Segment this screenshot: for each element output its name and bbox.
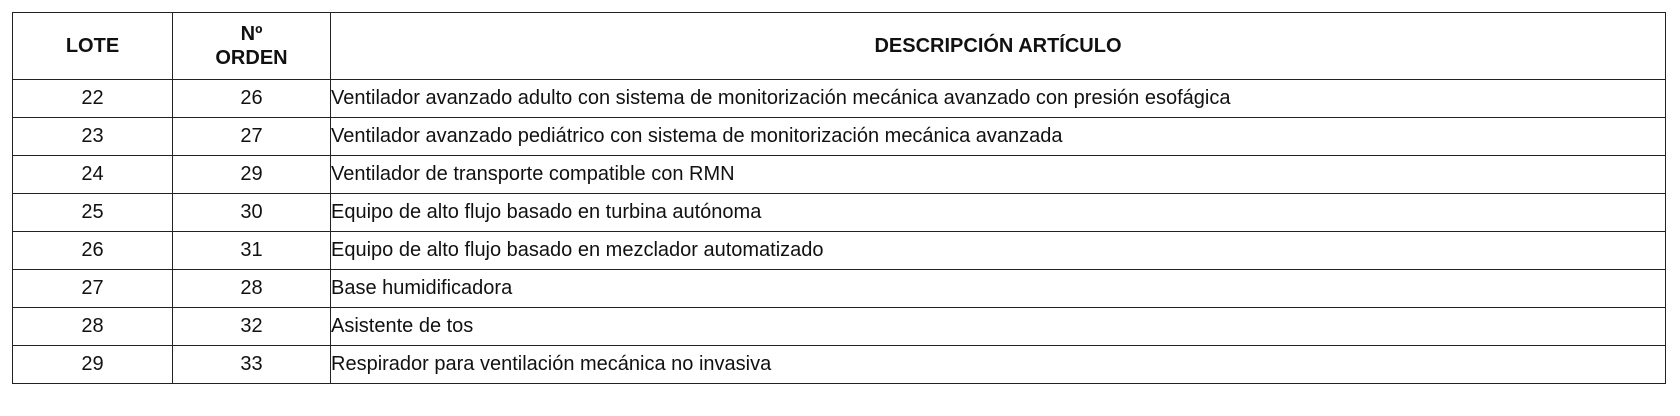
cell-lote: 25 bbox=[13, 194, 173, 232]
table-row bbox=[13, 194, 1666, 232]
cell-orden: 28 bbox=[173, 270, 331, 308]
cell-orden: 26 bbox=[173, 80, 331, 118]
cell-descripcion: Ventilador avanzado adulto con sistema de monitorización mecánica avanzado con presión esofágica bbox=[331, 80, 1666, 118]
header-lote: LOTE bbox=[13, 13, 173, 80]
table-row bbox=[13, 80, 1666, 118]
table-row bbox=[13, 346, 1666, 384]
cell-descripcion: Ventilador de transporte compatible con RMN bbox=[331, 156, 1666, 194]
cell-lote: 26 bbox=[13, 232, 173, 270]
table-header-row bbox=[13, 13, 1666, 80]
cell-lote: 27 bbox=[13, 270, 173, 308]
header-orden-line1: Nº bbox=[240, 23, 263, 45]
table-row bbox=[13, 232, 1666, 270]
cell-orden: 33 bbox=[173, 346, 331, 384]
cell-lote: 22 bbox=[13, 80, 173, 118]
table-row bbox=[13, 156, 1666, 194]
lots-table bbox=[12, 12, 1666, 384]
header-orden bbox=[173, 13, 331, 80]
header-descripcion: DESCRIPCIÓN ARTÍCULO bbox=[331, 13, 1666, 80]
table-row bbox=[13, 118, 1666, 156]
header-orden-line2: ORDEN bbox=[215, 47, 288, 69]
cell-lote: 24 bbox=[13, 156, 173, 194]
cell-orden: 32 bbox=[173, 308, 331, 346]
cell-descripcion: Respirador para ventilación mecánica no invasiva bbox=[331, 346, 1666, 384]
table-row bbox=[13, 270, 1666, 308]
cell-lote: 23 bbox=[13, 118, 173, 156]
cell-descripcion: Base humidificadora bbox=[331, 270, 1666, 308]
cell-orden: 31 bbox=[173, 232, 331, 270]
cell-descripcion: Equipo de alto flujo basado en mezclador automatizado bbox=[331, 232, 1666, 270]
cell-lote: 29 bbox=[13, 346, 173, 384]
cell-orden: 29 bbox=[173, 156, 331, 194]
cell-descripcion: Ventilador avanzado pediátrico con sistema de monitorización mecánica avanzada bbox=[331, 118, 1666, 156]
cell-descripcion: Equipo de alto flujo basado en turbina autónoma bbox=[331, 194, 1666, 232]
cell-descripcion: Asistente de tos bbox=[331, 308, 1666, 346]
table-row bbox=[13, 308, 1666, 346]
cell-orden: 30 bbox=[173, 194, 331, 232]
cell-orden: 27 bbox=[173, 118, 331, 156]
cell-lote: 28 bbox=[13, 308, 173, 346]
